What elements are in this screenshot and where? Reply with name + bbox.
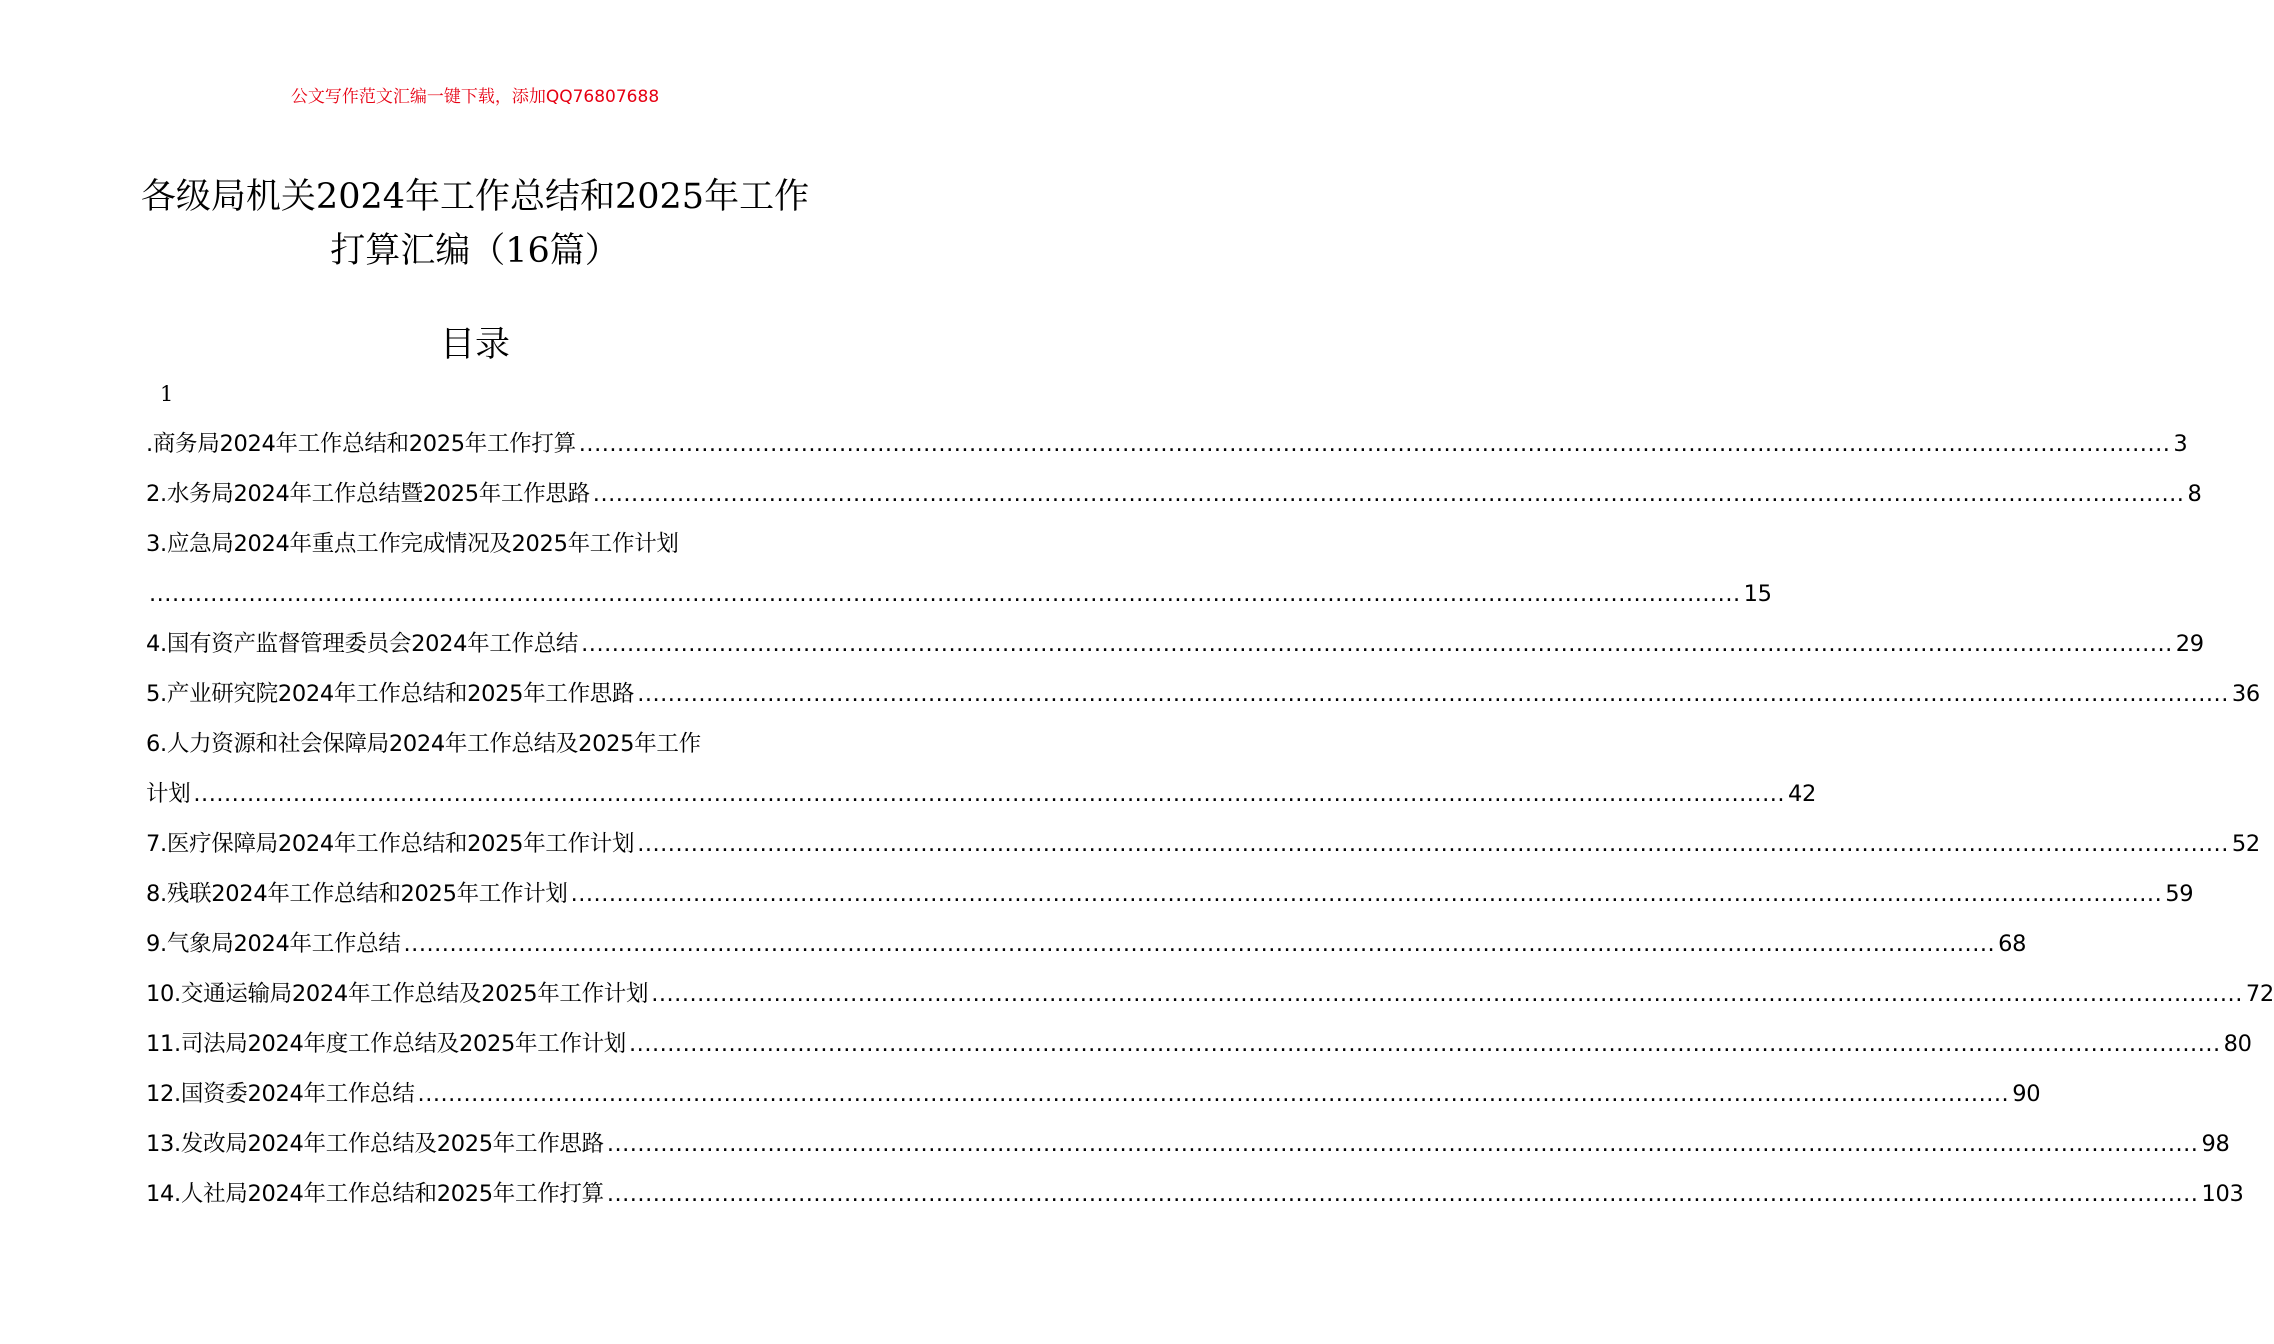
- toc-entry-title: 7.医疗保障局2024年工作总结和2025年工作计划: [146, 831, 635, 857]
- toc-entry-page: 90: [2012, 1081, 2041, 1107]
- toc-entry[interactable]: [146, 869, 2194, 919]
- toc-entry-page: 8: [2187, 481, 2202, 507]
- toc-leader-dots: [190, 769, 1788, 819]
- toc-entry-title: 9.气象局2024年工作总结: [146, 931, 401, 957]
- toc-leader-dots: [604, 1119, 2202, 1169]
- toc-entry[interactable]: [146, 1019, 2252, 1069]
- toc-entry-page: 98: [2201, 1131, 2230, 1157]
- toc-entry-title: .商务局2024年工作总结和2025年工作打算: [146, 431, 576, 457]
- table-of-contents: [146, 419, 2274, 1219]
- toc-entry-title: 13.发改局2024年工作总结及2025年工作思路: [146, 1131, 604, 1157]
- toc-entry[interactable]: [146, 969, 2274, 1019]
- toc-leader-dots: [648, 969, 2246, 1019]
- toc-entry-title: 10.交通运输局2024年工作总结及2025年工作计划: [146, 981, 649, 1007]
- toc-prefix-number: 1: [160, 382, 174, 406]
- toc-entry-page: 103: [2201, 1181, 2244, 1207]
- toc-entry-continuation[interactable]: [146, 569, 1772, 619]
- toc-entry-page: 3: [2173, 431, 2188, 457]
- toc-entry-page: 80: [2223, 1031, 2252, 1057]
- toc-entry-page: 59: [2165, 881, 2194, 907]
- toc-entry-page: 15: [1743, 581, 1772, 607]
- toc-entry-title: 3.应急局2024年重点工作完成情况及2025年工作计划: [146, 531, 679, 557]
- toc-entry[interactable]: [146, 519, 806, 569]
- document-title: [100, 170, 850, 278]
- toc-heading: 目录: [439, 325, 510, 365]
- toc-leader-dots: [415, 1069, 2013, 1119]
- toc-entry[interactable]: [146, 719, 806, 769]
- toc-entry-title: 4.国有资产监督管理委员会2024年工作总结: [146, 631, 579, 657]
- toc-entry-title: 11.司法局2024年度工作总结及2025年工作计划: [146, 1031, 627, 1057]
- toc-entry-title: 6.人力资源和社会保障局2024年工作总结及2025年工作: [146, 731, 701, 757]
- toc-entry-page: 29: [2175, 631, 2204, 657]
- toc-entry-page: 72: [2245, 981, 2274, 1007]
- toc-leader-dots: [626, 1019, 2224, 1069]
- toc-entry-page: 52: [2231, 831, 2260, 857]
- toc-entry-page: 68: [1998, 931, 2027, 957]
- toc-leader-dots: [604, 1169, 2202, 1219]
- toc-entry[interactable]: [146, 1169, 2244, 1219]
- toc-leader-dots: [590, 469, 2188, 519]
- toc-entry[interactable]: [146, 1069, 2041, 1119]
- toc-entry-title: 8.残联2024年工作总结和2025年工作计划: [146, 881, 568, 907]
- toc-entry[interactable]: [146, 819, 2260, 869]
- toc-entry[interactable]: [146, 1119, 2230, 1169]
- toc-leader-dots: [576, 419, 2174, 469]
- toc-leader-dots: [578, 619, 2176, 669]
- toc-entry-continuation[interactable]: [146, 769, 1817, 819]
- toc-leader-dots: [568, 869, 2166, 919]
- document-title-line-2: 打算汇编（16篇）: [330, 231, 620, 271]
- toc-entry-title: 12.国资委2024年工作总结: [146, 1081, 415, 1107]
- toc-leader-dots: [634, 819, 2232, 869]
- toc-entry[interactable]: [146, 619, 2204, 669]
- toc-entry-title: 2.水务局2024年工作总结暨2025年工作思路: [146, 481, 590, 507]
- toc-entry-title: 计划: [146, 781, 191, 807]
- toc-entry[interactable]: [146, 669, 2260, 719]
- toc-leader-dots: [401, 919, 1999, 969]
- document-title-line-1: 各级局机关2024年工作总结和2025年工作: [140, 177, 810, 217]
- toc-entry-title: 5.产业研究院2024年工作总结和2025年工作思路: [146, 681, 635, 707]
- toc-leader-dots: [634, 669, 2232, 719]
- toc-entry[interactable]: [146, 469, 2202, 519]
- promo-banner[interactable]: 公文写作范文汇编一键下载，添加QQ76807688: [290, 87, 660, 107]
- toc-entry-page: 36: [2231, 681, 2260, 707]
- toc-entry[interactable]: [146, 919, 2027, 969]
- toc-entry[interactable]: [146, 419, 2188, 469]
- toc-leader-dots: [146, 569, 1744, 619]
- toc-entry-title: 14.人社局2024年工作总结和2025年工作打算: [146, 1181, 604, 1207]
- toc-entry-page: 42: [1788, 781, 1817, 807]
